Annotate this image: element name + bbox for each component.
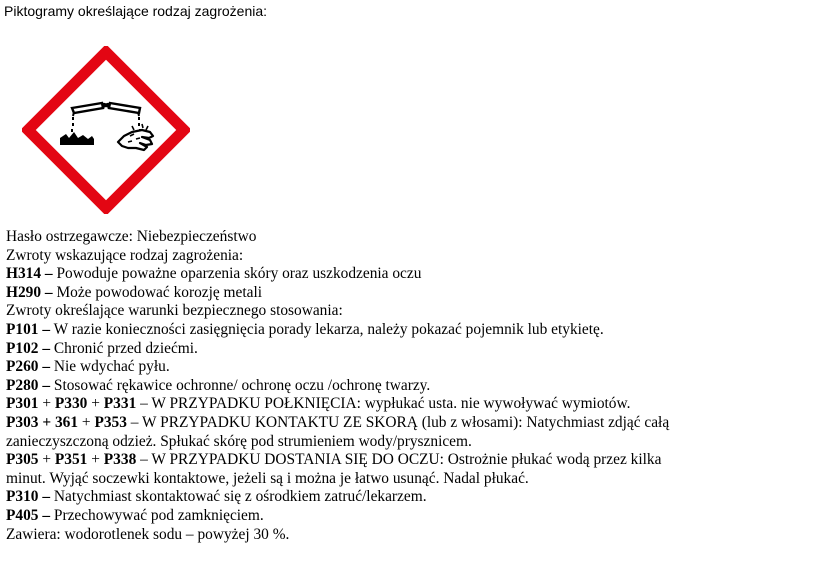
statement-text: – W PRZYPADKU KONTAKTU ZE SKORĄ (lub z włosami): Natychmiast zdjąć całą: [126, 413, 670, 431]
ghs05-corrosion-icon: [22, 46, 190, 214]
precaution-statement-p260: [6, 358, 806, 377]
statement-code: P405 –: [6, 506, 51, 524]
statement-code: P280 –: [6, 376, 51, 394]
statement-code: P330: [54, 395, 88, 413]
statement-code: P351: [54, 451, 88, 469]
statement-code: P338: [103, 451, 137, 469]
precaution-statement-p305: [6, 451, 806, 470]
statement-code: P353: [94, 413, 127, 431]
precaution-statement-p310: [6, 488, 806, 507]
statement-text: Może powodować korozję metali: [52, 283, 263, 301]
statement-text: Nie wdychać pyłu.: [50, 358, 170, 376]
signal-word-line: Hasło ostrzegawcze: Niebezpieczeństwo: [6, 228, 257, 245]
corrosion-pictogram: [22, 46, 190, 214]
precaution-statement-p303: [6, 414, 806, 433]
statement-text: W razie konieczności zasięgnięcia porady lekarza, należy pokazać pojemnik lub etykietę.: [50, 320, 604, 338]
statement-text: Powoduje poważne oparzenia skóry oraz uszkodzenia oczu: [52, 265, 422, 283]
statement-text: – W PRZYPADKU DOSTANIA SIĘ DO OCZU: Ostrożnie płukać wodą przez kilka: [136, 451, 662, 469]
plus-sign: +: [87, 451, 104, 469]
statement-code: P303 + 361: [6, 413, 79, 431]
statement-code: H290 –: [6, 283, 53, 301]
plus-sign: +: [78, 413, 95, 431]
pictogram-border: [28, 52, 184, 208]
statement-text: Stosować rękawice ochronne/ ochronę oczu /ochronę twarzy.: [50, 376, 431, 394]
statement-code: P301: [6, 395, 39, 413]
precaution-statement-p280: [6, 377, 806, 396]
precaution-statement-p101: [6, 321, 806, 340]
precaution-statement-p301: [6, 395, 806, 414]
section-heading: Piktogramy określające rodzaj zagrożenia:: [4, 3, 268, 19]
precaution-statement-p305-continued: minut. Wyjąć soczewki kontaktowe, jeżeli są i można je łatwo usunąć. Nadal płukać.: [6, 469, 529, 487]
statement-code: P310 –: [6, 488, 51, 506]
label-text-block: [6, 228, 806, 544]
contains-line: Zawiera: wodorotlenek sodu – powyżej 30 %.: [6, 525, 290, 543]
hazard-statement-h290: [6, 284, 806, 303]
statement-code: H314 –: [6, 265, 53, 283]
statement-code: P260 –: [6, 358, 51, 376]
statement-text: Natychmiast skontaktować się z ośrodkiem zatruć/lekarzem.: [50, 488, 427, 506]
precaution-statements-header: Zwroty określające warunki bezpiecznego stosowania:: [6, 302, 343, 320]
plus-sign: +: [87, 395, 104, 413]
statement-text: Przechowywać pod zamknięciem.: [50, 506, 264, 524]
hazard-statement-h314: [6, 265, 806, 284]
hazard-statements-header: Zwroty wskazujące rodzaj zagrożenia:: [6, 246, 244, 264]
precaution-statement-p102: [6, 340, 806, 359]
statement-code: P102 –: [6, 339, 51, 357]
plus-sign: +: [38, 451, 55, 469]
statement-text: Chronić przed dziećmi.: [50, 339, 198, 357]
precaution-statement-p303-continued: zanieczyszczoną odzież. Spłukać skórę pod strumieniem wody/prysznicem.: [6, 432, 472, 450]
statement-code: P101 –: [6, 320, 51, 338]
precaution-statement-p405: [6, 507, 806, 526]
statement-text: – W PRZYPADKU POŁKNIĘCIA: wypłukać usta. nie wywoływać wymiotów.: [136, 395, 631, 413]
plus-sign: +: [38, 395, 55, 413]
statement-code: P331: [103, 395, 137, 413]
statement-code: P305: [6, 451, 39, 469]
